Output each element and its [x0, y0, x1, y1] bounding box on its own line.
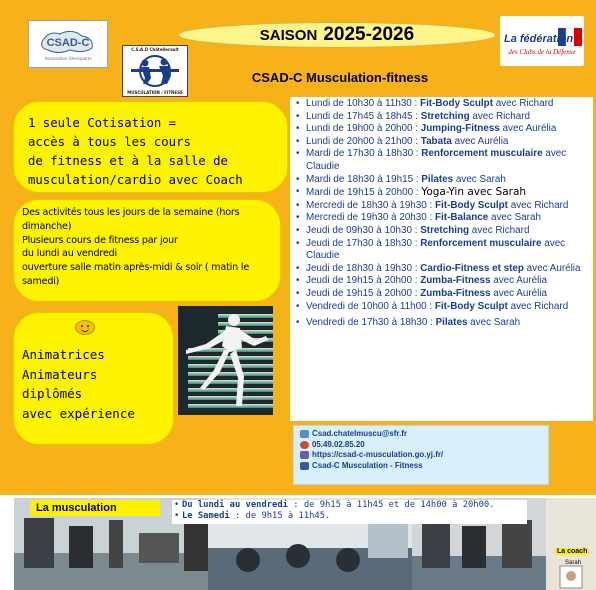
season-banner: [178, 22, 496, 48]
csad-logo-subtitle: Association Omnisports: [44, 55, 92, 61]
globe-icon: [300, 451, 309, 459]
staff-text: [22, 345, 170, 423]
schedule-item: • Vendredi de 17h30 à 18h30 : Pilates avec Sarah: [294, 317, 589, 330]
smiley-icon: [75, 320, 95, 335]
facebook-icon: [300, 462, 309, 470]
activities-line: Des activités tous les jours de la semaine (hors dimanche): [22, 207, 240, 232]
schedule-item: • Lundi de 20h00 à 21h00 : Tabata avec Aurélia: [294, 136, 589, 149]
schedule-item: • Mardi de 18h30 à 19h15 : Pilates avec Sarah: [294, 174, 589, 187]
schedule-item: • Jeudi de 19h15 à 20h00 : Zumba-Fitness avec Aurélia: [294, 275, 589, 288]
csad-logo: [28, 20, 108, 68]
staff-line: Animatrices: [22, 347, 105, 362]
club-title: CSAD-C Musculation-fitness: [251, 70, 429, 85]
contact-facebook-row[interactable]: [300, 461, 542, 472]
federation-logo-text: La fédération: [504, 33, 574, 45]
musculation-hours: [172, 500, 527, 524]
schedule-item: • Lundi de 19h00 à 20h00 : Jumping-Fitness avec Aurélia: [294, 123, 589, 136]
contact-email-row[interactable]: [300, 429, 542, 440]
coach-label: La coach: [557, 548, 588, 555]
activities-line: Plusieurs cours de fitness par jour: [22, 234, 178, 246]
running-woman-icon: [178, 306, 273, 415]
schedule-item: • Jeudi de 19h15 à 20h00 : Zumba-Fitness avec Aurélia: [294, 288, 589, 301]
staff-line: avec expérience: [22, 405, 135, 421]
email-icon: [300, 430, 309, 438]
federation-logo-subtitle: des Clubs de la Défense: [508, 48, 576, 56]
cotisation-line: accès à tous les cours: [28, 135, 191, 149]
federation-flag-icon: [502, 26, 582, 48]
coach-name: Sarah: [565, 560, 582, 566]
federation-logo: [500, 16, 584, 66]
schedule-item: • Lundi de 10h30 à 11h30 : Fit-Body Sculpt avec Richard: [294, 98, 589, 111]
contact-website-row[interactable]: [300, 450, 542, 461]
season-years: 2025-2026: [323, 24, 415, 45]
hours-week: • Du lundi au vendredi : de 9h15 à 11h45 et de 14h00 à 20h00.: [174, 500, 525, 511]
schedule-item: • Lundi de 17h45 à 18h45 : Stretching avec Richard: [294, 111, 589, 124]
cotisation-line: de fitness et à la salle de: [28, 154, 228, 168]
contact-website[interactable]: https://csad-c-musculation.go.yj.fr/: [312, 450, 444, 459]
staff-line: Animateurs: [22, 366, 98, 382]
csad-logo-shape-icon: [38, 28, 98, 56]
mf-logo-bottom-text: MUSCULATION / FITNESS: [127, 90, 183, 95]
schedule-item: • Mardi de 19h15 à 20h00 : Yoga-Yin avec Sarah: [294, 186, 589, 200]
schedule-item: • Jeudi de 17h30 à 18h30 : Renforcement musculaire avec Claudie: [294, 238, 589, 263]
schedule-item: • Vendredi de 10h00 à 11h00 : Fit-Body Sculpt avec Richard: [294, 301, 589, 314]
schedule-item: • Mercredi de 19h30 à 20h30 : Fit-Balance avec Sarah: [294, 212, 589, 225]
athletes-silhouette-icon: [127, 54, 183, 88]
season-label: SAISON: [259, 26, 318, 44]
coach-photo: [546, 498, 596, 590]
contact-box: [293, 425, 549, 485]
class-schedule: [290, 97, 593, 421]
runner-illustration: [178, 306, 273, 415]
staff-line: diplômés: [22, 386, 83, 401]
mf-logo-top-text: C.S.A.D Châtellerault: [131, 47, 179, 52]
csad-logo-text: CSAD-C: [46, 36, 90, 49]
activities-line: du lundi au vendredi: [22, 248, 118, 260]
cotisation-line: musculation/cardio avec Coach: [28, 173, 243, 187]
schedule-item: • Mardi de 17h30 à 18h30 : Renforcement musculaire avec Claudie: [294, 148, 589, 173]
musculation-fitness-logo: [122, 45, 188, 97]
hours-saturday: • Le Samedi : de 9h15 à 11h45.: [174, 511, 525, 522]
schedule-item: • Mercredi de 18h30 à 19h30 : Fit-Body Sculpt avec Richard: [294, 200, 589, 213]
activities-line: ouverture salle matin après-midi & soir ( matin le samedi): [22, 262, 250, 287]
musculation-label: La musculation: [30, 500, 160, 516]
schedule-item: • Jeudi de 09h30 à 10h30 : Stretching avec Richard: [294, 225, 589, 238]
contact-phone-row[interactable]: [300, 440, 542, 451]
contact-email[interactable]: Csad.chatelmuscu@sfr.fr: [312, 429, 407, 438]
contact-phone[interactable]: 05.49.02.85.20: [312, 439, 365, 449]
cotisation-box: [13, 101, 288, 193]
activities-box: [13, 199, 281, 302]
schedule-item: • Jeudi de 18h30 à 19h30 : Cardio-Fitness et step avec Aurélia: [294, 263, 589, 276]
phone-icon: [300, 441, 309, 449]
cotisation-line: 1 seule Cotisation =: [28, 116, 177, 130]
contact-facebook[interactable]: Csad-C Musculation - Fitness: [312, 460, 423, 470]
